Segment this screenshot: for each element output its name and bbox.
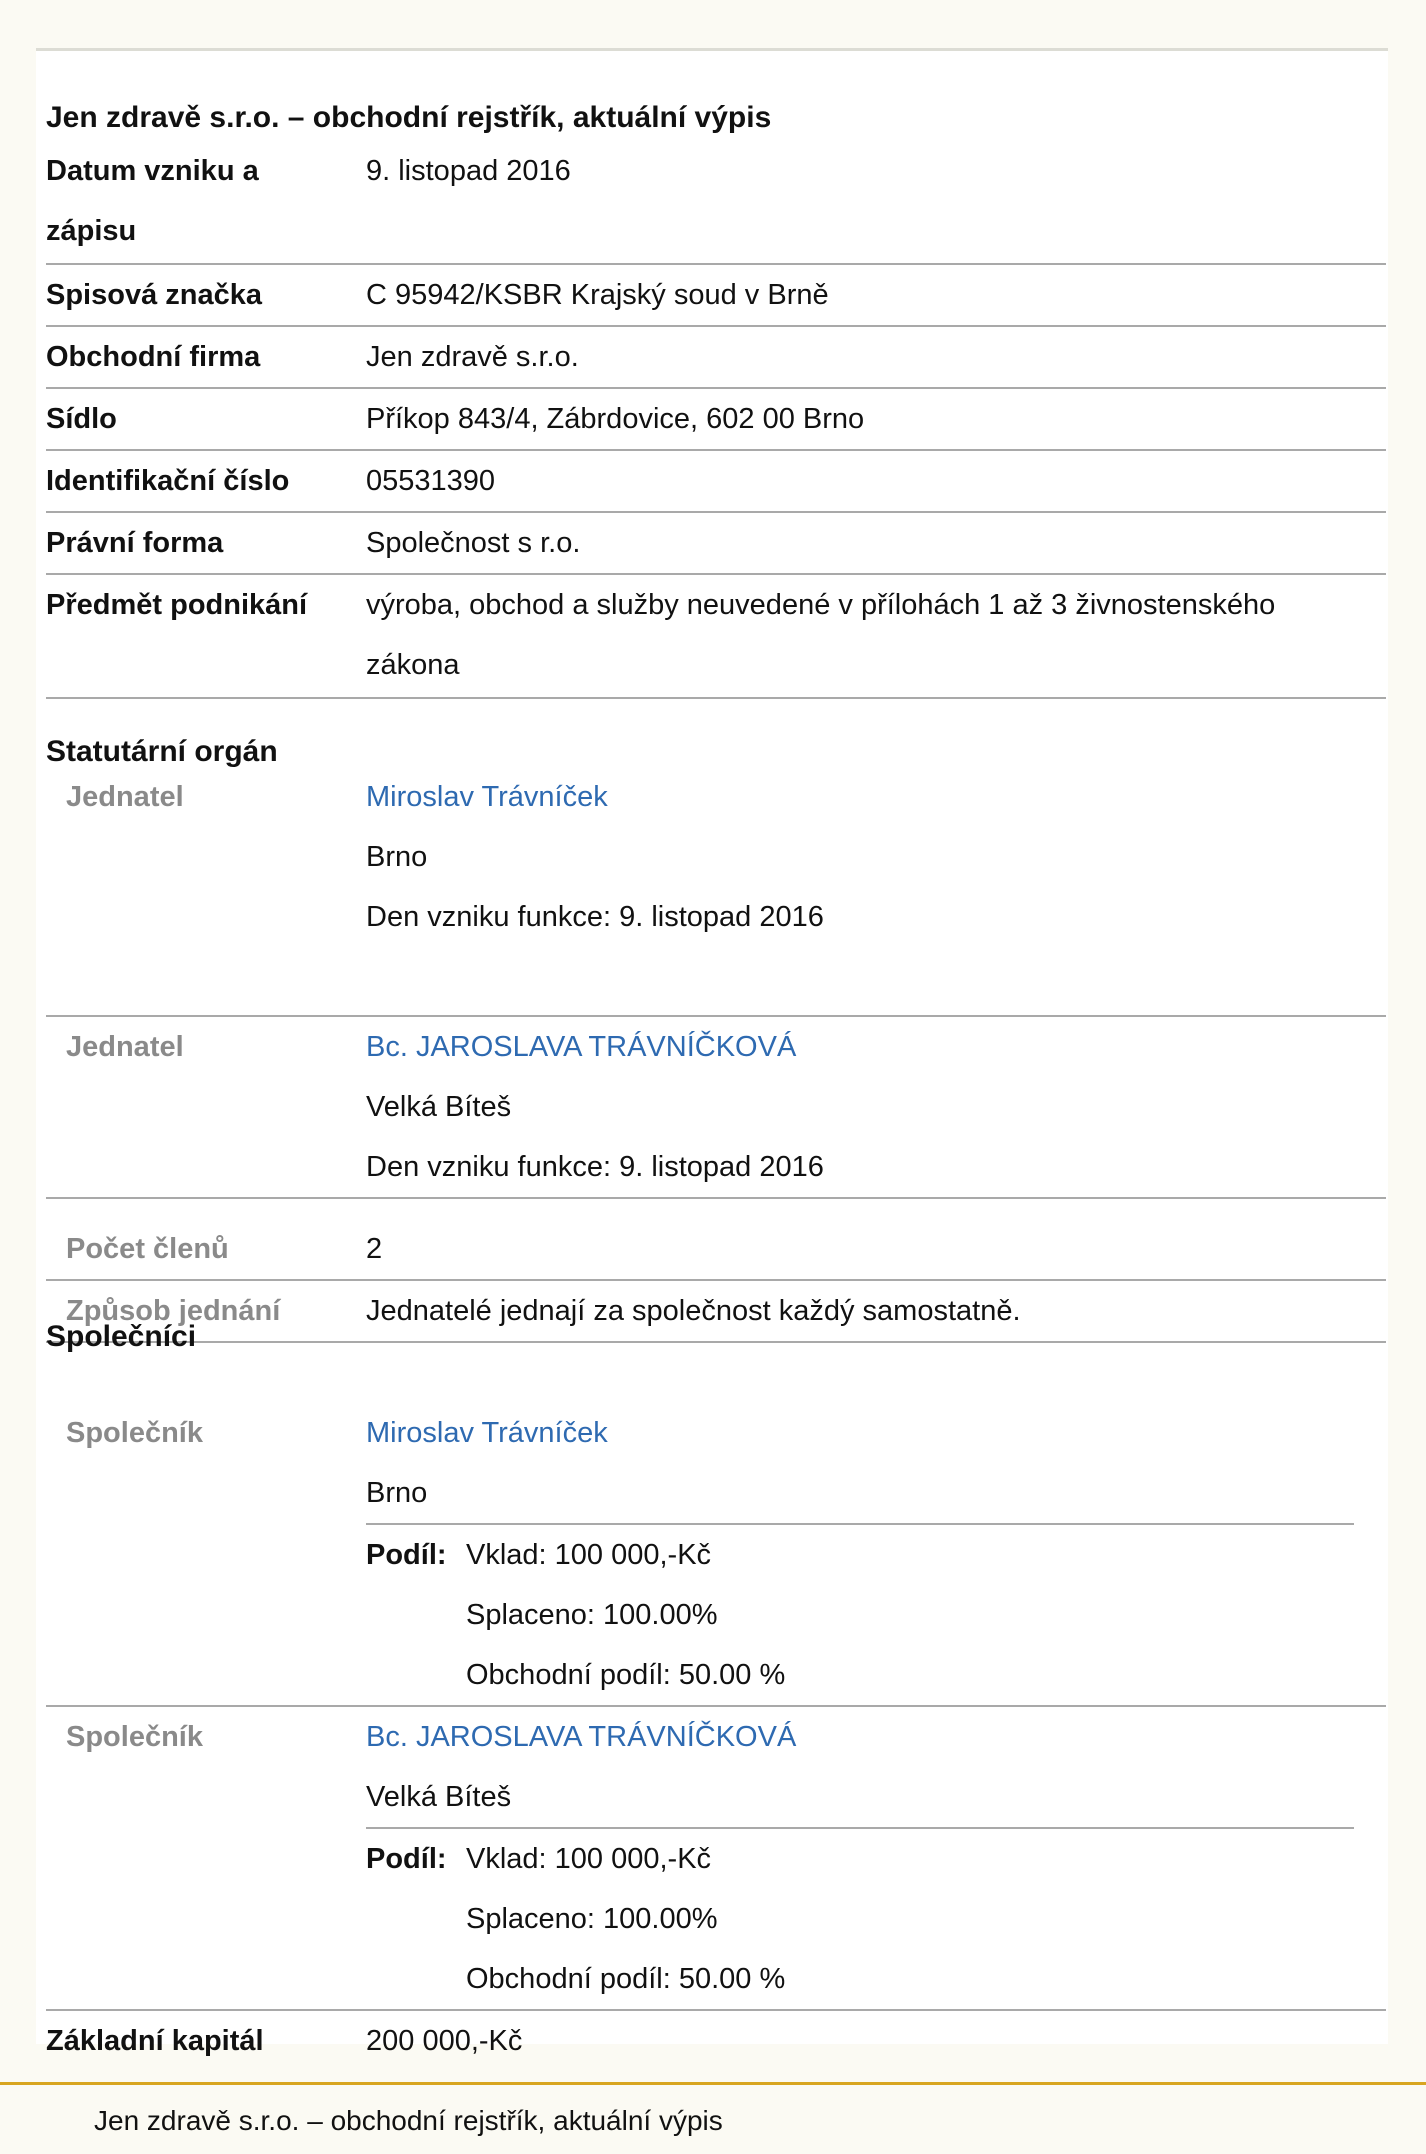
row-registered-capital (46, 2011, 1386, 2071)
page-title: Jen zdravě s.r.o. – obchodní rejstřík, aktuální výpis (46, 101, 772, 134)
row-value: Jen zdravě s.r.o. (366, 341, 579, 373)
row-label: Způsob jednání (66, 1295, 281, 1327)
share-deposit: Vklad: 100 000,-Kč (466, 1843, 712, 1875)
partner-share (366, 1827, 1354, 2009)
footer-text: Jen zdravě s.r.o. – obchodní rejstřík, aktuální výpis (94, 2105, 723, 2136)
partner-city: Velká Bíteš (366, 1781, 512, 1813)
row-label: Základní kapitál (46, 2025, 264, 2057)
row-value: Příkop 843/4, Zábrdovice, 602 00 Brno (366, 403, 865, 435)
partner-city: Brno (366, 1477, 428, 1509)
row-value: C 95942/KSBR Krajský soud v Brně (366, 279, 829, 311)
member-role: Jednatel (66, 1031, 184, 1063)
statutory-member (46, 1017, 1386, 1199)
row-value: 2 (366, 1233, 383, 1265)
row-label: Datum vzniku a zápisu (46, 155, 259, 247)
row-label: Sídlo (46, 403, 117, 435)
share-details (466, 1829, 785, 2009)
statutory-section-title: Statutární orgán (46, 735, 278, 768)
share-label: Podíl: (366, 1539, 447, 1571)
member-city: Velká Bíteš (366, 1091, 512, 1123)
row-label: Předmět podnikání (46, 589, 308, 621)
row-value: výroba, obchod a služby neuvedené v přílohách 1 až 3 živnostenského zákona (366, 589, 1276, 681)
share-percent: Obchodní podíl: 50.00 % (466, 1659, 786, 1691)
share-paid: Splaceno: 100.00% (466, 1903, 718, 1935)
share-deposit: Vklad: 100 000,-Kč (466, 1539, 712, 1571)
row-value: 05531390 (366, 465, 496, 497)
member-since: Den vzniku funkce: 9. listopad 2016 (366, 1151, 824, 1183)
row-file-number (46, 265, 1386, 327)
row-label: Identifikační číslo (46, 465, 290, 497)
row-label: Počet členů (66, 1233, 229, 1265)
row-value: Jednatelé jednají za společnost každý samostatně. (366, 1295, 1021, 1327)
member-name-link[interactable]: Bc. JAROSLAVA TRÁVNÍČKOVÁ (366, 1031, 797, 1063)
member-role: Jednatel (66, 781, 184, 813)
row-value: 9. listopad 2016 (366, 155, 571, 187)
partner-role: Společník (66, 1721, 203, 1753)
row-id-number (46, 451, 1386, 513)
partner-share (366, 1523, 1354, 1705)
share-percent: Obchodní podíl: 50.00 % (466, 1963, 786, 1995)
row-company-name (46, 327, 1386, 389)
member-details (366, 1017, 1366, 1197)
row-legal-form (46, 513, 1386, 575)
row-seat (46, 389, 1386, 451)
member-city: Brno (366, 841, 428, 873)
member-details (366, 767, 1366, 947)
row-label: Obchodní firma (46, 341, 261, 373)
row-date-established (46, 141, 1386, 265)
partner-name-link[interactable]: Miroslav Trávníček (366, 1417, 608, 1449)
partner-details (366, 1403, 1366, 1523)
partner-role: Společník (66, 1417, 203, 1449)
share-details (466, 1525, 785, 1705)
partners-section-title: Společníci (46, 1320, 197, 1353)
row-value: 200 000,-Kč (366, 2025, 523, 2057)
share-paid: Splaceno: 100.00% (466, 1599, 718, 1631)
partner-details (366, 1707, 1366, 1827)
register-extract-card (36, 48, 1388, 2057)
row-acting-method (46, 1281, 1386, 1343)
member-since: Den vzniku funkce: 9. listopad 2016 (366, 901, 824, 933)
row-member-count (46, 1219, 1386, 1281)
partner-name-link[interactable]: Bc. JAROSLAVA TRÁVNÍČKOVÁ (366, 1721, 797, 1753)
member-name-link[interactable]: Miroslav Trávníček (366, 781, 608, 813)
statutory-member (46, 767, 1386, 1017)
share-label: Podíl: (366, 1843, 447, 1875)
row-value: Společnost s r.o. (366, 527, 581, 559)
page-footer (0, 2082, 1426, 2154)
row-label: Spisová značka (46, 279, 262, 311)
partner (46, 1403, 1386, 1707)
row-label: Právní forma (46, 527, 224, 559)
partner (46, 1707, 1386, 2011)
row-business-subject (46, 575, 1386, 699)
